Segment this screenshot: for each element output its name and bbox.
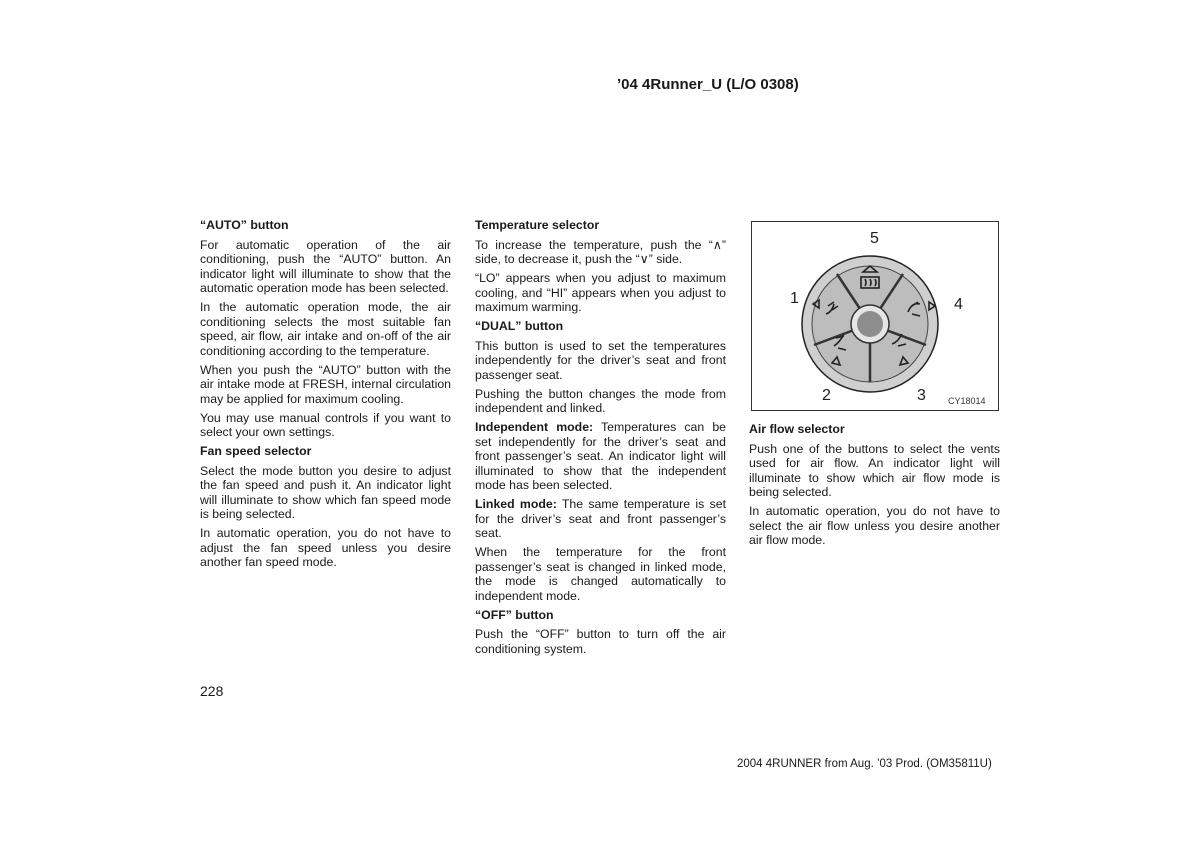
linked-mode-text: The same temperature is set for the driver’s seat and front passenger’s seat. bbox=[475, 497, 726, 540]
independent-mode-label: Independent mode: bbox=[475, 420, 594, 434]
dual-button-heading: “DUAL” button bbox=[475, 319, 564, 333]
air-flow-heading: Air flow selector bbox=[749, 422, 845, 436]
auto-paragraph-3: When you push the “AUTO” button with the air intake mode at FRESH, internal circulation may be applied for maximum cooling. bbox=[200, 362, 451, 406]
fan-paragraph-2: In automatic operation, you do not have to adjust the fan speed unless you desire another fan speed mode. bbox=[200, 526, 451, 569]
off-button-heading: “OFF” button bbox=[475, 607, 554, 622]
auto-paragraph-2: In the automatic operation mode, the air conditioning selects the most suitable fan speed, air flow, air intake and on-off of the air conditioning according to the temperature. bbox=[200, 300, 451, 358]
linked-mode-label: Linked mode: bbox=[475, 497, 557, 511]
air-flow-selector-figure bbox=[751, 221, 999, 411]
column-temp-dual-off bbox=[475, 218, 726, 661]
independent-mode-text: Temperatures can be set independently for the driver’s seat and front passenger’s seat. An indicator light will illuminated to show that the independent mode has been selected. bbox=[475, 420, 726, 492]
independent-mode-paragraph bbox=[475, 420, 726, 493]
auto-button-heading: “AUTO” button bbox=[200, 218, 289, 232]
column-air-flow bbox=[749, 422, 1000, 552]
temperature-paragraph-1: To increase the temperature, push the “∧” side, to decrease it, push the “∨” side. bbox=[475, 237, 726, 266]
dual-paragraph-2: Pushing the button changes the mode from independent and linked. bbox=[475, 386, 726, 415]
figure-label-2: 2 bbox=[822, 387, 831, 404]
figure-label-4: 4 bbox=[954, 296, 963, 313]
page-footer: 2004 4RUNNER from Aug. ’03 Prod. (OM35811U) bbox=[737, 758, 992, 770]
fan-paragraph-1: Select the mode button you desire to adjust the fan speed and push it. An indicator light will illuminate to show which fan speed mode is being selected. bbox=[200, 463, 451, 521]
dial-center-button bbox=[857, 311, 883, 337]
figure-label-3: 3 bbox=[917, 387, 926, 404]
figure-label-5: 5 bbox=[870, 230, 879, 247]
fan-speed-heading: Fan speed selector bbox=[200, 444, 312, 458]
column-auto-fan bbox=[200, 218, 451, 574]
temperature-paragraph-2: “LO” appears when you adjust to maximum cooling, and “HI” appears when you adjust to maximum warming. bbox=[475, 271, 726, 314]
auto-paragraph-1: For automatic operation of the air conditioning, push the “AUTO” button. An indicator light will illuminate to show that the automatic operation mode has been selected. bbox=[200, 237, 451, 295]
page-number: 228 bbox=[200, 683, 224, 699]
temperature-heading: Temperature selector bbox=[475, 218, 600, 232]
linked-mode-paragraph bbox=[475, 497, 726, 541]
figure-label-1: 1 bbox=[790, 290, 799, 307]
air-flow-paragraph-2: In automatic operation, you do not have to select the air flow unless you desire another air flow mode. bbox=[749, 504, 1000, 547]
dual-paragraph-1: This button is used to set the temperatures independently for the driver’s seat and front passenger seat. bbox=[475, 338, 726, 382]
figure-code: CY18014 bbox=[948, 396, 986, 406]
dual-paragraph-3: When the temperature for the front passenger’s seat is changed in linked mode, the mode is changed automatically to independent mode. bbox=[475, 545, 726, 603]
auto-paragraph-4: You may use manual controls if you want to select your own settings. bbox=[200, 410, 451, 439]
off-paragraph-1: Push the “OFF” button to turn off the air conditioning system. bbox=[475, 627, 726, 656]
air-flow-paragraph-1: Push one of the buttons to select the vents used for air flow. An indicator light will illuminate to show which air flow mode is being selected. bbox=[749, 441, 1000, 499]
page-header: ’04 4Runner_U (L/O 0308) bbox=[617, 76, 799, 93]
air-flow-dial-illustration bbox=[752, 222, 998, 410]
